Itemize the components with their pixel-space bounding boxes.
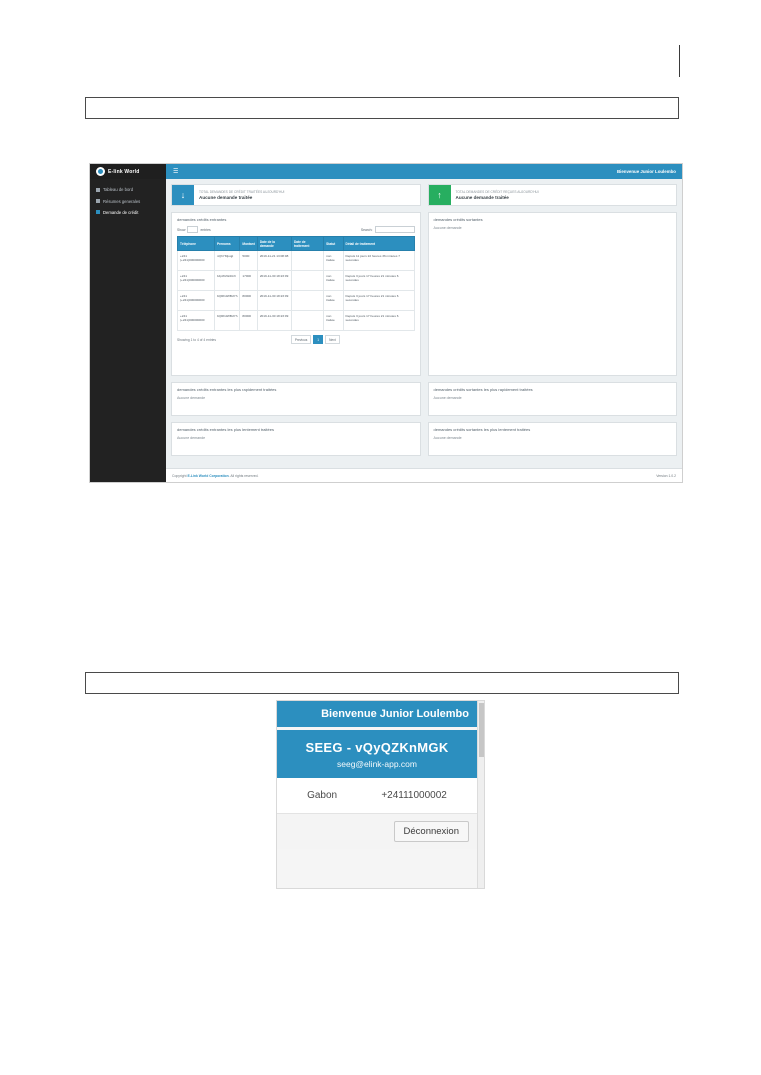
panel-row-main — [171, 212, 677, 376]
col-montant[interactable]: Montant — [240, 237, 257, 251]
cell-date-traitement — [291, 271, 323, 291]
panel-title: demandes crédits entrantes — [177, 217, 227, 222]
cell-statut: non traitée — [324, 291, 343, 311]
page-rule — [679, 45, 680, 77]
sidebar-item-label: Demande de crédit — [103, 209, 139, 215]
scrollbar[interactable] — [477, 701, 484, 888]
scrollbar-thumb[interactable] — [479, 703, 484, 757]
account-country: Gabon — [307, 790, 338, 801]
panel-title: demandes crédits entrantes les plus rapidement traitées — [177, 387, 277, 392]
cell-statut: non traitée — [324, 271, 343, 291]
page-footer — [166, 468, 682, 482]
panel-outgoing-fastest — [428, 382, 678, 416]
hamburger-icon[interactable]: ☰ — [173, 168, 179, 175]
account-card — [277, 730, 477, 849]
chart-icon — [96, 199, 100, 203]
length-label-after: entries — [200, 227, 211, 232]
caption-box-bottom — [85, 672, 679, 694]
dashboard-icon — [96, 188, 100, 192]
cell-detail: Depuis 3 jours 17 heures 21 minutes 6 secondes — [343, 291, 414, 311]
col-telephone[interactable]: Téléphone — [178, 237, 215, 251]
col-date-demande[interactable]: Date de la demande — [257, 237, 291, 251]
col-date-traitement[interactable]: Date de traitement — [291, 237, 323, 251]
cell-date-demande: 2019-11-30 18:23:09 — [257, 291, 291, 311]
credit-icon — [96, 210, 100, 214]
cell-prenoms: nQhYMjuqjt — [214, 251, 239, 271]
panel-title: demandes crédits sortantes — [433, 217, 483, 222]
pagination-previous[interactable]: Previous — [291, 335, 311, 344]
cell-date-traitement — [291, 291, 323, 311]
sidebar — [90, 179, 166, 482]
kpi-row — [171, 184, 677, 206]
caption-box-top — [85, 97, 679, 119]
table-search-control — [361, 226, 415, 233]
copyright-link[interactable]: E-Link World Corporation — [187, 473, 229, 478]
account-popover-screenshot — [277, 701, 484, 888]
table-row[interactable] — [178, 291, 415, 311]
kpi-subtitle: TOTAL DEMANDES DE CRÉDIT REÇUES AUJOURD'HUI — [455, 189, 539, 194]
account-actions — [277, 813, 477, 849]
cell-date-traitement — [291, 311, 323, 331]
cell-telephone: +241 (+241)000000000 — [178, 291, 215, 311]
version-label: Version 1.0.2 — [656, 473, 676, 478]
panel-empty-text: Aucune demande — [177, 396, 206, 400]
panel-incoming-slowest — [171, 422, 421, 456]
table-controls — [177, 226, 415, 233]
panel-title: demandes crédits sortantes les plus rapidement traitées — [433, 387, 533, 392]
kpi-title: Aucune demande traitée — [455, 195, 509, 201]
cell-montant: 80000 — [240, 311, 257, 331]
cell-telephone: +241 (+241)000000000 — [178, 271, 215, 291]
table-info: Showing 1 to 4 of 4 entries — [177, 337, 217, 342]
table-header-row — [178, 237, 415, 251]
cell-detail: Depuis 3 jours 17 heures 21 minutes 6 secondes — [343, 311, 414, 331]
pagination-page-1[interactable]: 1 — [313, 335, 323, 344]
table-row[interactable] — [178, 271, 415, 291]
panel-title: demandes crédits entrantes les plus lentement traitées — [177, 427, 274, 432]
cell-date-demande: 2019-11-21 13:08:08 — [257, 251, 291, 271]
cell-detail: Depuis 3 jours 17 heures 21 minutes 6 secondes — [343, 271, 414, 291]
cell-date-demande: 2019-11-30 18:23:09 — [257, 271, 291, 291]
top-navbar — [90, 164, 682, 179]
copyright-suffix: . All rights reserved. — [228, 473, 259, 478]
pagination — [291, 335, 340, 344]
logout-button[interactable]: Déconnexion — [394, 821, 469, 842]
account-phone: +24111000002 — [381, 790, 447, 801]
panel-incoming-fastest — [171, 382, 421, 416]
length-select[interactable] — [187, 226, 198, 233]
panel-row-slow — [171, 422, 677, 456]
popover-greeting[interactable]: Bienvenue Junior Loulembo — [321, 708, 469, 720]
cell-statut: non traitée — [324, 251, 343, 271]
copyright-prefix: Copyright — [172, 473, 188, 478]
panel-empty-text: Aucune demande — [433, 396, 462, 400]
search-input[interactable] — [375, 226, 415, 233]
panel-empty-text: Aucune demande — [433, 436, 462, 440]
dashboard-screenshot — [89, 163, 683, 483]
kpi-subtitle: TOTAL DEMANDES DE CRÉDIT TRAITÉES AUJOURD'HUI — [199, 189, 285, 194]
incoming-credits-table — [177, 236, 415, 331]
brand-logo-icon — [96, 167, 105, 176]
col-detail[interactable]: Détail de traitement — [343, 237, 414, 251]
cell-telephone: +241 (+241)000000000 — [178, 311, 215, 331]
sidebar-item-demande-de-credit[interactable] — [90, 207, 166, 218]
cell-montant: 5000 — [240, 251, 257, 271]
panel-empty-text: Aucune demande — [177, 436, 206, 440]
col-prenoms[interactable]: Prenoms — [214, 237, 239, 251]
panel-incoming-credits — [171, 212, 421, 376]
account-name: SEEG - vQyQZKnMGK — [305, 740, 449, 755]
arrow-up-icon: ↑ — [429, 185, 451, 205]
sidebar-item-label: Résumes generales — [103, 198, 141, 204]
kpi-title: Aucune demande traitée — [199, 195, 253, 201]
sidebar-item-label: Tableau de bord — [103, 187, 134, 193]
kpi-card-recues — [428, 184, 678, 206]
table-length-control — [177, 226, 211, 233]
kpi-card-traitees — [171, 184, 421, 206]
panel-empty-text: Aucune demande — [433, 226, 462, 230]
table-row[interactable] — [178, 251, 415, 271]
panel-row-fast — [171, 382, 677, 416]
brand-label: E-link World — [108, 168, 140, 175]
account-banner — [277, 730, 477, 778]
cell-prenoms: bQRFdWBdYh — [214, 291, 239, 311]
col-statut[interactable]: Statut — [324, 237, 343, 251]
cell-telephone: +241 (+241)000000000 — [178, 251, 215, 271]
cell-prenoms: bQRFdWBdYh — [214, 311, 239, 331]
cell-date-demande: 2019-11-30 18:23:09 — [257, 311, 291, 331]
arrow-down-icon: ↓ — [172, 185, 194, 205]
panel-outgoing-slowest — [428, 422, 678, 456]
cell-montant: 17000 — [240, 271, 257, 291]
popover-header — [277, 701, 477, 727]
sidebar-item-resumes-generales[interactable] — [90, 195, 166, 206]
brand[interactable] — [90, 164, 166, 179]
cell-prenoms: bJpWcWdUrh — [214, 271, 239, 291]
pagination-next[interactable]: Next — [325, 335, 340, 344]
length-label-before: Show — [177, 227, 186, 232]
account-info — [277, 778, 477, 813]
sidebar-item-tableau-de-bord[interactable] — [90, 184, 166, 195]
search-label: Search: — [360, 227, 373, 232]
cell-detail: Depuis 11 jours 22 heures 36 minutes 7 secondes — [343, 251, 414, 271]
panel-outgoing-credits — [428, 212, 678, 376]
panel-title: demandes crédits sortantes les plus lentement traitées — [433, 427, 531, 432]
table-row[interactable] — [178, 311, 415, 331]
account-email: seeg@elink-app.com — [337, 759, 417, 769]
main-content — [166, 179, 682, 482]
user-greeting[interactable]: Bienvenue Junior Loulembo — [616, 169, 676, 174]
table-footer — [177, 335, 415, 344]
cell-date-traitement — [291, 251, 323, 271]
cell-montant: 80000 — [240, 291, 257, 311]
copyright — [172, 474, 258, 478]
cell-statut: non traitée — [324, 311, 343, 331]
